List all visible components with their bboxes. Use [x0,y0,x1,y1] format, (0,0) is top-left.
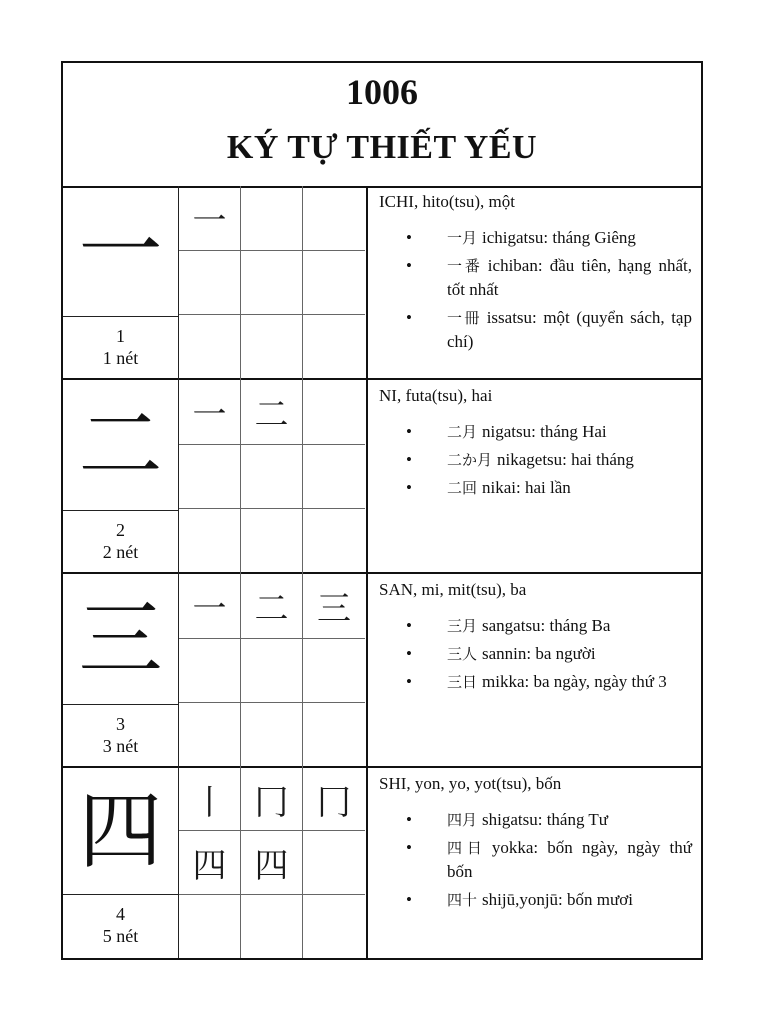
stroke-step-cell: 四 [179,831,241,894]
example-item [406,888,692,912]
kanji-large: 四 [63,768,179,894]
stroke-step-cell: 二 [241,380,303,445]
stroke-step-cell [241,251,303,316]
stroke-order-grid [179,574,368,768]
example-item [406,642,692,666]
kanji-entry-row [63,574,701,768]
stroke-count: 2 nét [102,542,139,562]
example-kanji: 四日 [447,839,487,857]
practice-cell [179,509,241,574]
kanji-reading: SAN, mi, mit(tsu), ba [379,580,527,599]
stroke-step-cell [241,186,303,251]
stroke-step-cell [241,639,303,704]
kanji-entry-row [63,380,701,574]
example-list [406,808,692,916]
stroke-step-cell [179,445,241,510]
example-kanji: 二か月 [447,451,493,469]
stroke-count: 1 nét [102,348,139,368]
practice-cell [303,509,365,574]
example-item [406,476,692,500]
practice-cell [179,315,241,380]
example-kanji: 三人 [447,645,478,663]
example-list [406,614,692,698]
stroke-step-cell: 二 [241,574,303,639]
kanji-index: 3 [116,714,125,734]
practice-cell [303,895,365,958]
stroke-order-grid [179,380,368,574]
example-item [406,670,692,694]
practice-cell [303,703,365,768]
stroke-step-cell [303,639,365,704]
kanji-info [368,186,701,380]
kanji-info [368,380,701,574]
kanji-reading: ICHI, hito(tsu), một [379,192,515,211]
stroke-step-cell [303,380,365,445]
stroke-step-cell: 丨 [179,768,241,831]
stroke-step-cell: 四 [241,831,303,894]
kanji-large: 二 [63,380,179,510]
example-meaning: ichigatsu: tháng Giêng [482,228,636,247]
kanji-large: 一 [63,186,179,316]
example-kanji: 二回 [447,479,478,497]
stroke-step-cell [303,186,365,251]
example-kanji: 四十 [447,891,478,909]
example-meaning: ichiban: đầu tiên, hạng nhất, tốt nhất [447,256,692,299]
kanji-index: 1 [116,326,125,346]
example-meaning: sannin: ba người [482,644,596,663]
practice-cell [241,703,303,768]
kanji-info [368,768,701,958]
kanji-entry-row [63,768,701,958]
practice-cell [241,509,303,574]
practice-cell [179,703,241,768]
example-item [406,420,692,444]
stroke-order-grid [179,768,368,958]
stroke-step-cell: 一 [179,380,241,445]
example-meaning: mikka: ba ngày, ngày thứ 3 [482,672,667,691]
example-meaning: shijū,yonjū: bốn mươi [482,890,633,909]
stroke-step-cell [241,445,303,510]
example-item [406,226,692,250]
stroke-step-cell [303,251,365,316]
kanji-entry-row [63,186,701,380]
example-kanji: 三月 [447,617,478,635]
kanji-index-block [63,316,179,380]
example-item [406,808,692,832]
example-item [406,254,692,302]
practice-cell [179,895,241,958]
stroke-count: 3 nét [102,736,139,756]
example-kanji: 一月 [447,229,478,247]
example-meaning: nikagetsu: hai tháng [497,450,634,469]
stroke-step-cell [179,251,241,316]
practice-cell [303,315,365,380]
example-item [406,614,692,638]
stroke-count: 5 nét [102,926,139,946]
page-header [63,63,701,188]
stroke-step-cell: 冂 [303,768,365,831]
stroke-step-cell: 三 [303,574,365,639]
stroke-step-cell: 冂 [241,768,303,831]
page-number: 1006 [346,72,418,112]
example-kanji: 四月 [447,811,478,829]
kanji-reading: SHI, yon, yo, yot(tsu), bốn [379,774,562,793]
kanji-index-block [63,510,179,574]
example-item [406,306,692,354]
example-list [406,226,692,358]
example-meaning: sangatsu: tháng Ba [482,616,611,635]
kanji-sheet [61,61,703,960]
kanji-index-block [63,894,179,958]
example-item [406,836,692,884]
kanji-index: 2 [116,520,125,540]
example-meaning: nikai: hai lần [482,478,571,497]
stroke-step-cell [303,445,365,510]
kanji-large: 三 [63,574,179,704]
stroke-step-cell: 一 [179,574,241,639]
example-kanji: 三日 [447,673,478,691]
kanji-index: 4 [116,904,125,924]
stroke-order-grid [179,186,368,380]
example-item [406,448,692,472]
example-meaning: yokka: bốn ngày, ngày thứ bốn [447,838,692,881]
kanji-info [368,574,701,768]
stroke-step-cell [179,639,241,704]
example-kanji: 二月 [447,423,478,441]
kanji-index-block [63,704,179,768]
practice-cell [241,315,303,380]
example-kanji: 一番 [447,257,483,275]
example-meaning: shigatsu: tháng Tư [482,810,609,829]
example-kanji: 一冊 [447,309,482,327]
stroke-step-cell [303,831,365,894]
example-list [406,420,692,504]
kanji-reading: NI, futa(tsu), hai [379,386,493,405]
stroke-step-cell: 一 [179,186,241,251]
example-meaning: issatsu: một (quyển sách, tạp chí) [447,308,692,351]
practice-cell [241,895,303,958]
page-title: KÝ TỰ THIẾT YẾU [226,129,538,166]
example-meaning: nigatsu: tháng Hai [482,422,607,441]
